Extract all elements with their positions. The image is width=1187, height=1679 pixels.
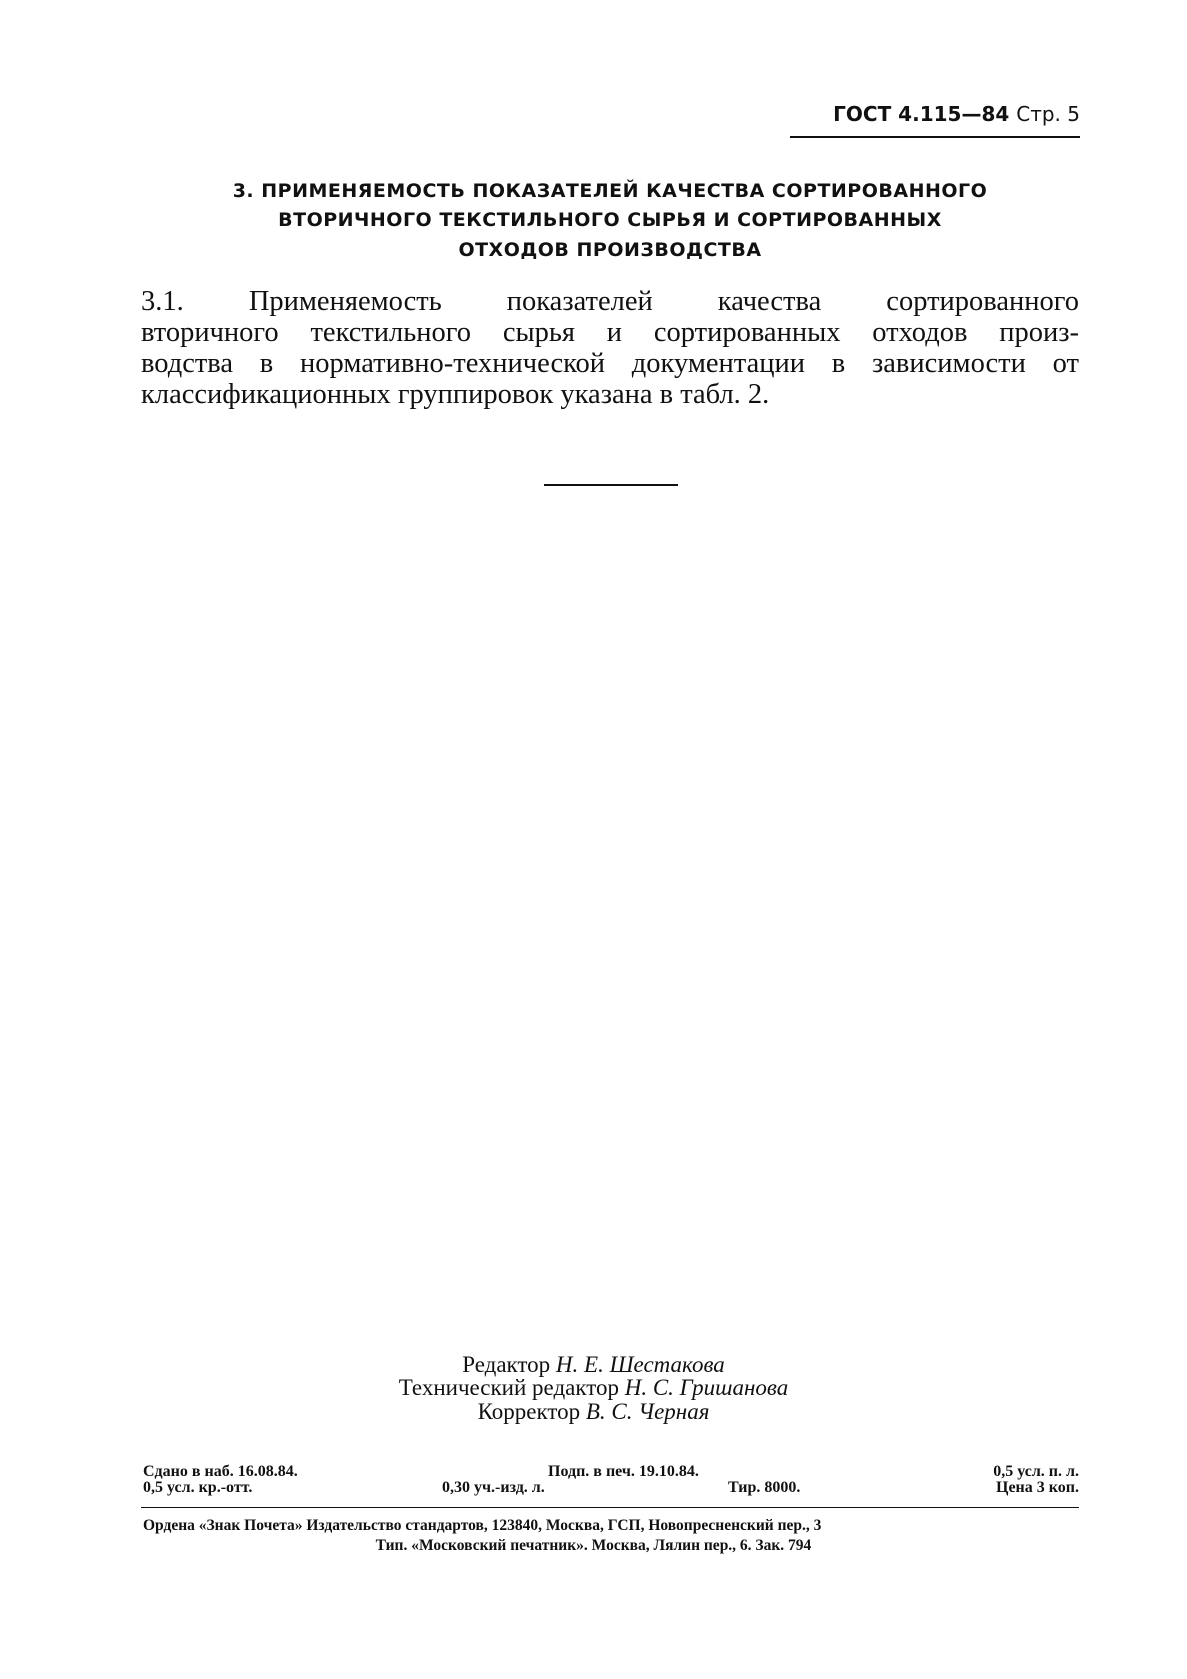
paragraph-line: 3.1. Применяемость показателей качества сортированного: [141, 286, 1079, 317]
paragraph-line: водства в нормативно-технической документации в зависимости от: [141, 348, 1079, 379]
section-title-line: 3. ПРИМЕНЯЕМОСТЬ ПОКАЗАТЕЛЕЙ КАЧЕСТВА СОРТИРОВАННОГО: [232, 180, 988, 202]
imprint-signed: Подп. в печ. 19.10.84.: [548, 1463, 699, 1480]
section-title-line: ВТОРИЧНОГО ТЕКСТИЛЬНОГО СЫРЬЯ И СОРТИРОВАННЫХ: [278, 209, 942, 231]
credit-corrector: Корректор В. С. Черная: [477, 1399, 710, 1424]
imprint-submitted: Сдано в наб. 16.08.84.: [143, 1463, 298, 1480]
imprint-pub-sheets: 0,30 уч.-изд. л.: [442, 1479, 545, 1496]
imprint-publisher: Ордена «Знак Почета» Издательство стандартов, 123840, Москва, ГСП, Новопресненский пер., 3: [143, 1517, 822, 1534]
page-header: [833, 102, 1080, 126]
imprint-sheets: 0,5 усл. п. л.: [993, 1463, 1079, 1480]
page-number: Стр. 5: [1016, 102, 1080, 126]
imprint-proof: 0,5 усл. кр.-отт.: [143, 1479, 253, 1496]
standard-number: ГОСТ 4.115—84: [833, 102, 1010, 126]
section-title-line: ОТХОДОВ ПРОИЗВОДСТВА: [458, 239, 762, 261]
credit-editor: Редактор Н. Е. Шестакова: [462, 1352, 725, 1377]
imprint-price: Цена 3 коп.: [996, 1479, 1079, 1496]
end-divider: [544, 484, 678, 486]
credit-tech-editor: Технический редактор Н. С. Гришанова: [398, 1375, 789, 1400]
header-rule: [790, 136, 1080, 138]
paragraph-line: классификационных группировок указана в табл. 2.: [141, 379, 770, 410]
paragraph-line: вторичного текстильного сырья и сортированных отходов произ-: [141, 317, 1079, 348]
imprint-run: Тир. 8000.: [728, 1479, 801, 1496]
imprint-rule: [141, 1507, 1079, 1508]
imprint-printer: Тип. «Московский печатник». Москва, Лялин пер., 6. Зак. 794: [375, 1537, 812, 1554]
